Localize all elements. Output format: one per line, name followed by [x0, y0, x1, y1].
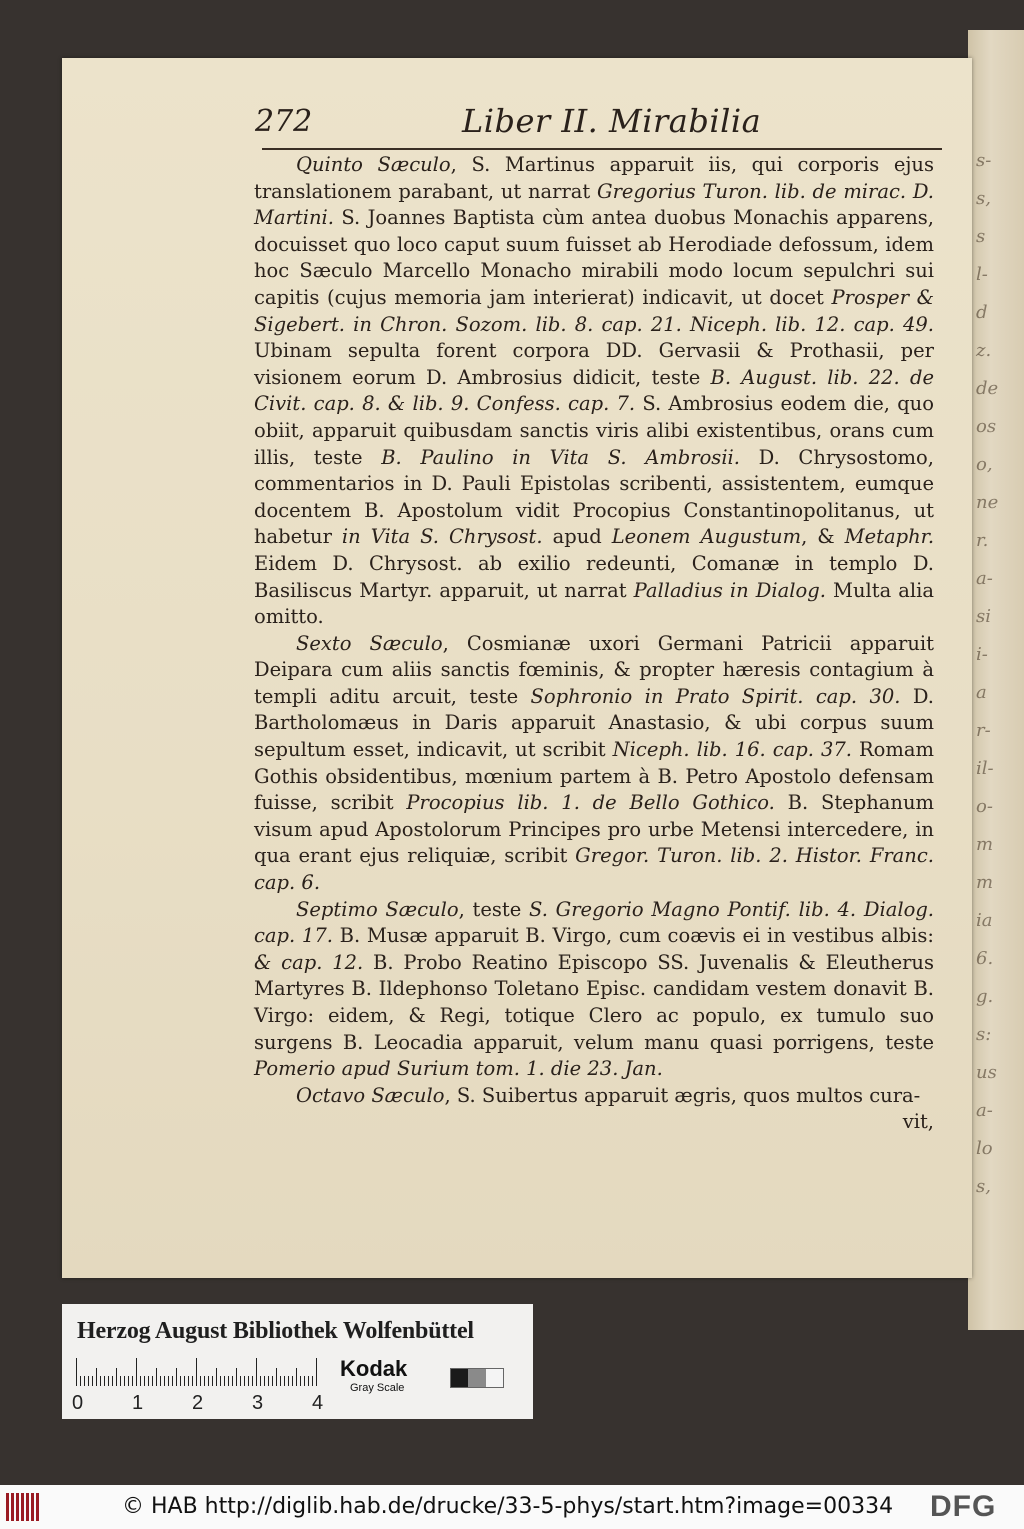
ruler-tick	[264, 1376, 265, 1386]
facing-page-fragment: a	[976, 682, 987, 703]
ruler-tick	[100, 1376, 101, 1386]
paragraph	[254, 897, 934, 1083]
ruler-tick	[204, 1376, 205, 1386]
ruler-tick	[256, 1358, 257, 1386]
ruler-tick	[276, 1368, 277, 1386]
ruler-tick	[308, 1376, 309, 1386]
citation-text: & cap. 12.	[254, 950, 364, 974]
facing-page-fragment: ia	[976, 910, 993, 931]
ruler-tick	[164, 1376, 165, 1386]
ruler-tick	[76, 1358, 77, 1386]
ruler-tick	[268, 1376, 269, 1386]
facing-page-fragment: de	[976, 378, 999, 399]
ruler-tick	[136, 1358, 137, 1386]
citation-text: Gregorius Turon. lib. de mirac. D. Martini.	[254, 179, 934, 230]
facing-page-fragment: d	[976, 302, 988, 323]
facing-page-fragment: r.	[976, 530, 989, 551]
ruler-tick	[192, 1376, 193, 1386]
body-text-span: , S. Martinus apparuit iis, qui corporis ejus translationem parabant, ut narrat	[254, 153, 934, 203]
ruler-tick	[288, 1376, 289, 1386]
ruler-tick	[236, 1368, 237, 1386]
facing-page-fragment: s-	[976, 150, 992, 171]
citation-text: Sexto Sæculo	[296, 631, 443, 655]
body-text-span: , S. Suibertus apparuit ægris, quos multos cura-	[444, 1083, 921, 1107]
body-text-span: Romam Gothis obsidentibus, mœnium partem à B. Petro Apostolo defensam fuisse, scribit	[254, 738, 934, 815]
ruler-number: 1	[132, 1392, 144, 1414]
body-text-span: , &	[801, 525, 845, 549]
body-text-span: , Cosmianæ uxori Germani Patricii apparuit Deipara cum aliis sanctis fœminis, & propter hæresis contagium à templi aditu arcuit, teste	[254, 631, 934, 708]
inch-ruler	[76, 1354, 320, 1386]
citation-text: Pomerio apud Surium tom. 1. die 23. Jan.	[254, 1057, 663, 1081]
gray-patch	[468, 1369, 485, 1387]
paragraph	[254, 1083, 934, 1110]
paragraph	[254, 631, 934, 897]
ruler-tick	[108, 1376, 109, 1386]
ruler-tick	[296, 1368, 297, 1386]
facing-page-fragment: o-	[976, 796, 993, 817]
ruler-tick	[196, 1358, 197, 1386]
ruler-tick	[228, 1376, 229, 1386]
ruler-tick	[188, 1376, 189, 1386]
body-text-span: D. Bartholomæus in Daris apparuit Anastasio, & ubi corpus suum sepultum esset, indicavit, ut scribit	[254, 684, 934, 762]
facing-page-fragment: a-	[976, 1100, 993, 1121]
ruler-tick	[280, 1376, 281, 1386]
body-text-span: B. Musæ apparuit B. Virgo, cum coævis ei in vestibus albis:	[332, 924, 934, 948]
hab-logo-icon	[6, 1493, 46, 1521]
gray-scale-label: Gray Scale	[350, 1382, 405, 1394]
facing-page-fragment: m	[976, 834, 994, 855]
facing-page-fragment: il-	[976, 758, 994, 779]
logo-bar	[31, 1493, 34, 1521]
ruler-tick	[140, 1376, 141, 1386]
gray-patch	[451, 1369, 468, 1387]
facing-page-fragment: g.	[976, 986, 994, 1007]
ruler-tick	[244, 1376, 245, 1386]
facing-page-fragment: ne	[976, 492, 999, 513]
ruler-tick	[184, 1376, 185, 1386]
ruler-tick	[260, 1376, 261, 1386]
ruler-tick	[116, 1368, 117, 1386]
ruler-tick	[232, 1376, 233, 1386]
viewer-footer	[0, 1485, 1024, 1529]
facing-page-fragment: us	[976, 1062, 997, 1083]
body-text-span: , teste	[458, 897, 530, 921]
gray-patches	[450, 1368, 504, 1388]
color-target-card	[62, 1304, 533, 1419]
facing-page-fragment: s,	[976, 1176, 991, 1197]
citation-text: S. Gregorio Magno Pontif. lib. 4. Dialog. cap. 17.	[254, 897, 935, 948]
ruler-tick	[128, 1376, 129, 1386]
kodak-label: Kodak	[340, 1356, 408, 1381]
citation-text: in Vita S. Chrysost.	[341, 525, 543, 549]
ruler-tick	[84, 1376, 85, 1386]
ruler-tick	[224, 1376, 225, 1386]
body-text-span: D. Chrysostomo, commentarios in D. Pauli Epistolas scribenti, assistentem, eumque docentem B. Apostolum vidit Procopius Constantinopolitanus, ut habetur	[254, 445, 934, 549]
ruler-tick	[96, 1368, 97, 1386]
ruler-tick	[152, 1376, 153, 1386]
logo-bar	[16, 1493, 19, 1521]
citation-text: Gregor. Turon. lib. 2. Histor. Franc. cap. 6.	[254, 844, 934, 895]
citation-text: Prosper & Sigebert. in Chron. Sozom. lib. 8. cap. 21. Niceph. lib. 12. cap. 49.	[254, 285, 935, 336]
body-text-span: S. Joannes Baptista cùm antea duobus Monachis apparens, docuisset quo loco caput suum fuisset ab Herodiade defossum, idem hoc Sæculo Marcello Monacho mirabili modo locum sepulchri sui capitis (cujus memoria jam interierat) indicavit, ut docet	[254, 206, 934, 309]
facing-page-fragment: s,	[976, 188, 991, 209]
ruler-tick	[248, 1376, 249, 1386]
citation-text: Sophronio in Prato Spirit. cap. 30.	[530, 684, 901, 708]
facing-page-fragment: z.	[976, 340, 992, 361]
ruler-number: 0	[72, 1392, 84, 1414]
facing-page-fragment: 6.	[976, 948, 994, 969]
facing-page-fragment: o,	[976, 454, 993, 475]
facing-page-fragment: s:	[976, 1024, 992, 1045]
logo-bar	[21, 1493, 24, 1521]
ruler-tick	[312, 1376, 313, 1386]
ruler-tick	[252, 1376, 253, 1386]
body-text-span: apud	[542, 525, 612, 549]
facing-page-fragment: si	[976, 606, 991, 627]
citation-text: Niceph. lib. 16. cap. 37.	[612, 738, 852, 762]
body-text-span: Ubinam sepulta forent corpora DD. Gervasii & Prothasii, per visionem eorum D. Ambrosius didicit, teste	[254, 339, 934, 389]
body-text-span: B. Probo Reatino Episcopo SS. Juvenalis & Eleutherus Martyres B. Ildephonso Toletano Episc. candidam vestem donavit B. Virgo: eidem, & Regi, totique Clero ac populo, ex tumulo suo surgens B. Leocadia apparuit, velum manu quasi porrigens, teste	[254, 950, 934, 1054]
ruler-tick	[272, 1376, 273, 1386]
ruler-tick	[92, 1376, 93, 1386]
ruler-tick	[240, 1376, 241, 1386]
citation-text: Palladius in Dialog.	[633, 578, 826, 602]
ruler-tick	[292, 1376, 293, 1386]
citation-text: Septimo Sæculo	[296, 897, 459, 921]
ruler-tick	[104, 1376, 105, 1386]
ruler-number: 3	[252, 1392, 264, 1414]
logo-bar	[26, 1493, 29, 1521]
ruler-tick	[304, 1376, 305, 1386]
body-text-span: Eidem D. Chrysost. ab exilio redeunti, Comanæ in templo D. Basiliscus Martyr. apparuit, ut narrat	[254, 551, 934, 602]
ruler-tick	[80, 1376, 81, 1386]
facing-page-fragment: m	[976, 872, 994, 893]
ruler-tick	[144, 1376, 145, 1386]
ruler-tick	[220, 1376, 221, 1386]
library-name: Herzog August Bibliothek Wolfenbüttel	[77, 1318, 474, 1344]
ruler-tick	[284, 1376, 285, 1386]
facing-page-fragment: a-	[976, 568, 993, 589]
citation-text: B. August. lib. 22. de Civit. cap. 8. & lib. 9. Confess. cap. 7.	[254, 365, 934, 416]
citation-text: Octavo Sæculo	[296, 1083, 445, 1107]
ruler-tick	[180, 1376, 181, 1386]
ruler-tick	[176, 1368, 177, 1386]
ruler-tick	[156, 1368, 157, 1386]
citation-text: Quinto Sæculo	[296, 153, 451, 176]
facing-page-fragment: s	[976, 226, 986, 247]
body-text-span: S. Ambrosius eodem die, quo obiit, apparuit quibusdam sanctis viris alibi existentibus, orans cum illis, teste	[254, 392, 934, 469]
gray-patch	[486, 1369, 503, 1387]
dfg-logo: DFG	[930, 1490, 997, 1523]
facing-page-fragment: lo	[976, 1138, 993, 1159]
footer-credit: © HAB http://diglib.hab.de/drucke/33-5-phys/start.htm?image=00334	[122, 1494, 894, 1519]
ruler-tick	[124, 1376, 125, 1386]
ruler-tick	[172, 1376, 173, 1386]
logo-bar	[36, 1493, 39, 1521]
ruler-tick	[132, 1376, 133, 1386]
ruler-tick	[208, 1376, 209, 1386]
facing-page-fragment: i-	[976, 644, 988, 665]
body-text-span: Multa alia omitto.	[254, 578, 934, 629]
ruler-tick	[200, 1376, 201, 1386]
catchword: vit,	[902, 1110, 934, 1134]
page-body-text	[254, 152, 934, 1136]
ruler-number: 4	[312, 1392, 324, 1414]
paragraph	[254, 152, 934, 631]
ruler-tick	[316, 1358, 317, 1386]
running-head: Liber II. Mirabilia	[462, 102, 762, 140]
facing-page-fragment: os	[976, 416, 997, 437]
next-page-edge	[968, 30, 1024, 1330]
logo-bar	[11, 1493, 14, 1521]
citation-text: Leonem Augustum	[611, 525, 802, 549]
ruler-tick	[300, 1376, 301, 1386]
ruler-tick	[120, 1376, 121, 1386]
ruler-tick	[216, 1368, 217, 1386]
ruler-tick	[88, 1376, 89, 1386]
ruler-number: 2	[192, 1392, 204, 1414]
ruler-tick	[212, 1376, 213, 1386]
ruler-tick	[112, 1376, 113, 1386]
header-rule	[262, 148, 942, 150]
page-number: 272	[255, 104, 313, 139]
citation-text: Metaphr.	[844, 525, 935, 549]
logo-bar	[6, 1493, 9, 1521]
facing-page-fragment: l-	[976, 264, 988, 285]
body-text-span: B. Stephanum visum apud Apostolorum Principes pro urbe Metensi intercedere, in qua erant ejus reliquiæ, scribit	[254, 791, 934, 868]
ruler-tick	[168, 1376, 169, 1386]
facing-page-fragment: r-	[976, 720, 991, 741]
ruler-tick	[160, 1376, 161, 1386]
ruler-tick	[148, 1376, 149, 1386]
citation-text: Procopius lib. 1. de Bello Gothico.	[406, 791, 775, 815]
citation-text: B. Paulino in Vita S. Ambrosii.	[381, 445, 740, 469]
